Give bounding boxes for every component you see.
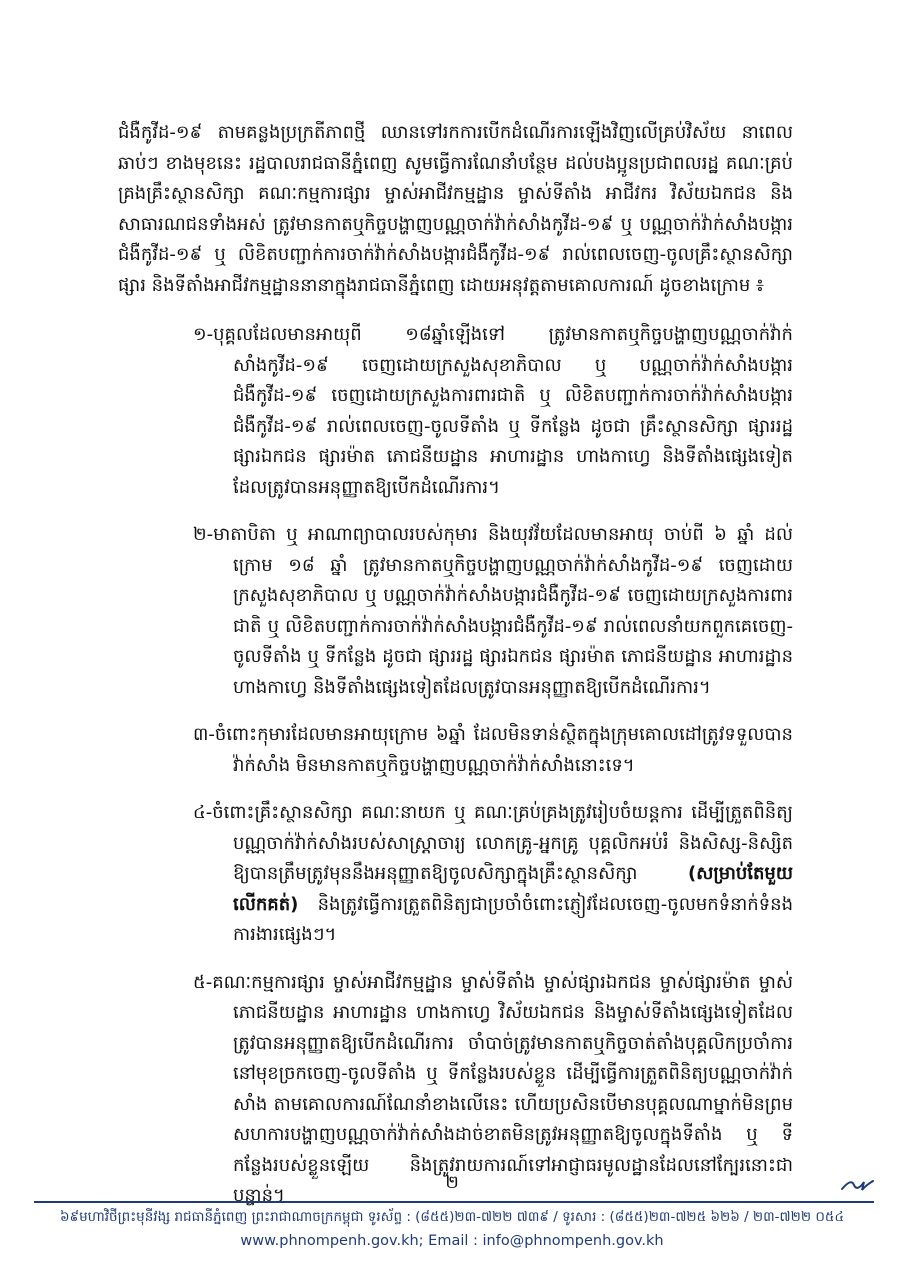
item-text: គណៈកម្មការផ្សារ ម្ចាស់អាជីវកម្មដ្ឋាន ម្ចាស់ទីតាំង ម្ចាស់ផ្សារឯកជន ម្ចាស់ផ្សារម៉ាត ម្ចាស់ភោជនីយដ្ឋាន អាហារដ្ឋាន ហាងកាហ្វេ វិស័យឯកជន និងម្ចាស់ទីតាំងផ្សេងទៀតដែលត្រូវបានអនុញ្ញាតឱ្យបើកដំណើរការ ចាំបាច់ត្រូវមានកាតឬកិច្ចចាត់តាំងបុគ្គលិកប្រចាំការនៅមុខច្រកចេញ-ចូលទីតាំង ឬ ទីកន្លែងរបស់ខ្លួន ដើម្បីធ្វើការត្រួតពិនិត្យបណ្ណចាក់វ៉ាក់សាំង តាមគោលការណ៍ណែនាំខាងលើនេះ ហើយប្រសិនបើមានបុគ្គលណាម្នាក់មិនព្រមសហការបង្ហាញបណ្ណចាក់វ៉ាក់សាំងដាច់ខាតមិនត្រូវអនុញ្ញាតឱ្យចូលក្នុងទីតាំង ឬ ទីកន្លែងរបស់ខ្លួនឡើយ និងត្រូវរាយការណ៍ទៅអាជ្ញាធរមូលដ្ឋានដែលនៅក្បែរនោះជាបន្ទាន់។ (212, 971, 793, 1206)
item-text: បុគ្គលដែលមានអាយុពី ១៨ឆ្នាំឡើងទៅ ត្រូវមានកាតឬកិច្ចបង្ហាញបណ្ណចាក់វ៉ាក់សាំងកូវីដ-១៩ ចេញដោយក្រសួងសុខាភិបាល ឬ បណ្ណចាក់វ៉ាក់សាំងបង្ការជំងឺកូវីដ-១៩ ចេញដោយក្រសួងការពារជាតិ ឬ លិខិតបញ្ជាក់ការចាក់វ៉ាក់សាំងបង្ការជំងឺកូវីដ-១៩ រាល់ពេលចេញ-ចូលទីតាំង ឬ ទីកន្លែង ដូចជា គ្រឹះស្ថានសិក្សា ផ្សាររដ្ឋ ផ្សារឯកជន ផ្សារម៉ាត ភោជនីយដ្ឋាន អាហារដ្ឋាន ហាងកាហ្វេ និងទីតាំងផ្សេងទៀតដែលត្រូវបានអនុញ្ញាតឱ្យបើកដំណើរការ។ (213, 324, 793, 498)
footer-contact: www.phnompenh.gov.kh; Email : info@phnompenh.gov.kh (240, 1233, 664, 1249)
page-number: ២ (445, 1172, 459, 1193)
guideline-item-5 (0, 968, 793, 1212)
guideline-item-4 (0, 798, 793, 951)
item-text: មាតាបិតា ឬ អាណាព្យាបាលរបស់កុមារ និងយុវវ័យដែលមានអាយុ ចាប់ពី ៦ ឆ្នាំ ដល់ក្រោម ១៨ ឆ្នាំ ត្រូវមានកាតឬកិច្ចបង្ហាញបណ្ណចាក់វ៉ាក់សាំងកូវីដ-១៩ ចេញដោយក្រសួងសុខាភិបាល ឬ បណ្ណចាក់វ៉ាក់សាំងបង្ការជំងឺកូវីដ-១៩ ចេញដោយក្រសួងការពារជាតិ ឬ លិខិតបញ្ជាក់ការចាក់វ៉ាក់សាំងបង្ការជំងឺកូវីដ-១៩ រាល់ពេលនាំយកពួកគេចេញ-ចូលទីតាំង ឬ ទីកន្លែង ដូចជា ផ្សាររដ្ឋ ផ្សារឯកជន ផ្សារម៉ាត ភោជនីយដ្ឋាន អាហារដ្ឋាន ហាងកាហ្វេ និងទីតាំងផ្សេងទៀតដែលត្រូវបានអនុញ្ញាតឱ្យបើកដំណើរការ។ (213, 524, 793, 698)
item-text: និងត្រូវធ្វើការត្រួតពិនិត្យជាប្រចាំចំពោះភ្ញៀវដែលចេញ-ចូលមកទំនាក់ទំនងការងារផ្សេងៗ។ (233, 893, 793, 945)
guideline-item-3 (0, 720, 793, 781)
item-number: ៥- (193, 971, 213, 993)
guideline-list (0, 320, 904, 1229)
item-text: ចំពោះកុមារដែលមានអាយុក្រោម ៦ឆ្នាំ ដែលមិនទាន់ស្ថិតក្នុងក្រុមគោលដៅត្រូវទទួលបានវ៉ាក់សាំង មិនមានកាតឬកិច្ចបង្ហាញបណ្ណចាក់វ៉ាក់សាំងនោះទេ។ (214, 724, 793, 776)
item-number: ៤- (193, 802, 213, 823)
intro-paragraph: ជំងឺកូវីដ-១៩ តាមគន្លងប្រក្រតីភាពថ្មី ឈានទៅរកការបើកដំណើរការឡើងវិញលើគ្រប់វិស័យ នាពេលឆាប់ៗ ខាងមុខនេះ រដ្ឋបាលរាជធានីភ្នំពេញ សូមធ្វើការណែនាំបន្ថែម ដល់បងប្អូនប្រជាពលរដ្ឋ គណៈគ្រប់គ្រងគ្រឹះស្ថានសិក្សា គណៈកម្មការផ្សារ ម្ចាស់អាជីវកម្មដ្ឋាន ម្ចាស់ទីតាំង អាជីវករ វិស័យឯកជន និងសាធារណជនទាំងអស់ ត្រូវមានកាតឬកិច្ចបង្ហាញបណ្ណចាក់វ៉ាក់សាំងកូវីដ-១៩ ឬ បណ្ណចាក់វ៉ាក់សាំងបង្ការជំងឺកូវីដ-១៩ ឬ លិខិតបញ្ជាក់ការចាក់វ៉ាក់សាំងបង្ការជំងឺកូវីដ-១៩ រាល់ពេលចេញ-ចូលគ្រឹះស្ថានសិក្សា ផ្សារ និងទីតាំងអាជីវកម្មដ្ឋាននានាក្នុងរាជធានីភ្នំពេញ ដោយអនុវត្តតាមគោលការណ៍ ដូចខាងក្រោម ៖ (118, 122, 793, 296)
item-number: ៣- (193, 724, 215, 745)
guideline-item-2 (0, 520, 793, 703)
footer-divider (34, 1201, 874, 1203)
guideline-item-1 (0, 320, 793, 503)
item-text-bold: (សម្រាប់តែមួយលើកគត់) (233, 863, 793, 915)
footer-address: ៦៩មហាវិថីព្រះមុនីវង្ស រាជធានីភ្នំពេញ ព្រះរាជាណាចក្រកម្ពុជា ទូរស័ព្ទ : (៨៥៥)២៣-៧២២ ៧៣៩ / ទូរសារ : (៨៥៥)២៣-៧២៥ ៦២៦ / ២៣-៧២២ ០៥៤ (59, 1209, 845, 1225)
signature-icon (840, 1176, 874, 1194)
item-number: ២- (193, 524, 214, 545)
item-text: ចំពោះគ្រឹះស្ថានសិក្សា គណៈនាយក ឬ គណៈគ្រប់គ្រងត្រូវរៀបចំយន្តការ ដើម្បីត្រួតពិនិត្យបណ្ណចាក់វ៉ាក់សាំងរបស់សាស្ត្រាចារ្យ លោកគ្រូ-អ្នកគ្រូ បុគ្គលិកអប់រំ និងសិស្ស-និស្សិត ឱ្យបានត្រឹមត្រូវមុននឹងអនុញ្ញាតឱ្យចូលសិក្សាក្នុងគ្រឹះស្ថានសិក្សា (212, 802, 793, 884)
item-number: ១- (193, 324, 214, 345)
